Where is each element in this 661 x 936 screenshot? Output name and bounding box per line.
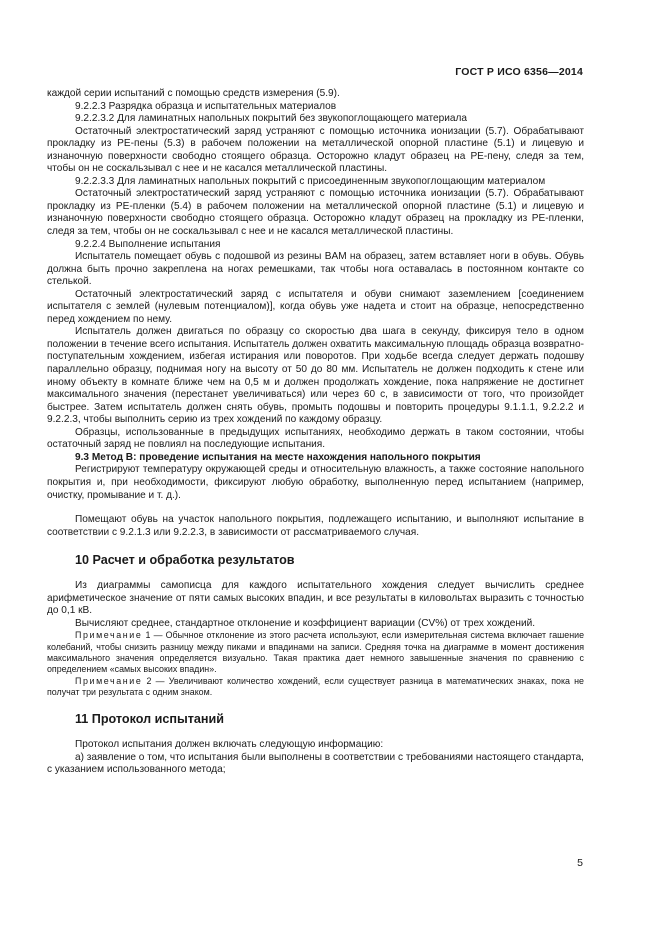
section-heading: 11 Протокол испытаний: [75, 712, 225, 727]
paragraph: Помещают обувь на участок напольного покрытия, подлежащего испытанию, и выполняют испытание в соответствии с 9.2.1.3 или 9.2.2.3, в зависимости от рассматриваемого случая.: [47, 514, 584, 538]
paragraph: Регистрируют температуру окружающей среды и относительную влажность, а также состояние напольного покрытия и, при необходимости, фиксируют любую обработку, выполненную перед испытанием (например, очистку, промывание и т. д.).: [47, 464, 584, 501]
paragraph: Испытатель помещает обувь с подошвой из резины BAM на образец, затем вставляет ноги в обувь. Обувь должна быть прочно закреплена на ногах ремешками, так чтобы нога оставалась в постоянном контакте со стелькой.: [47, 251, 584, 288]
paragraph: 9.2.2.3 Разрядка образца и испытательных материалов: [75, 100, 337, 112]
paragraph: Протокол испытания должен включать следующую информацию:: [75, 739, 384, 751]
paragraph: Остаточный электростатический заряд устраняют с помощью источника ионизации (5.7). Обрабатывают прокладку из PE-пены (5.3) в рабочем положении на металлической опорной пластине (5.1) и лицевую и изнаночную поверхности свободно стоящего образца. Осторожно кладут образец на PE-пену, следя за тем, чтобы он не соскальзывал с нее и не касался металлической пластины.: [47, 125, 584, 175]
page-body: [47, 88, 584, 777]
note-label: Примечание: [75, 675, 143, 686]
note: [47, 630, 584, 675]
page-number: 5: [577, 857, 583, 869]
paragraph: Остаточный электростатический заряд устраняют с помощью источника ионизации (5.7). Обрабатывают прокладку из PE-пленки (5.4) в рабочем положении на металлической опорной пластине (5.1) и лицевую и изнаночную поверхности свободно стоящего образца. Осторожно кладут образец на прокладку из PE-пленки, следя за тем, чтобы он не соскальзывал с нее и не касался металлической пластины.: [47, 188, 584, 238]
paragraph: Испытатель должен двигаться по образцу со скоростью два шага в секунду, фиксируя тело в одном положении в течение всего испытания. Испытатель должен охватить максимальную площадь образца возвратно-поступательным хождением, избегая истирания или поворотов. При ходьбе всегда следует держать подошву параллельно образцу, поднимая ногу на высоту от 50 до 80 мм. Испытатель не должен подходить к стене или иному объекту в комнате ближе чем на 0,5 м и должен продолжать хождение, пока напряжение не достигнет максимального значения (перестанет увеличиваться) или через 60 с, в зависимости от того, что произойдет быстрее. Затем испытатель должен снять обувь, промыть подошвы и повторить процедуры 9.1.1.1, 9.2.2.2 и 9.2.2.3, чтобы выполнить серию из трех хождений по каждому образцу.: [47, 326, 584, 426]
paragraph: Вычисляют среднее, стандартное отклонение и коэффициент вариации (CV%) от трех хождений.: [75, 617, 536, 629]
note: [47, 676, 584, 699]
paragraph: 9.2.2.3.2 Для ламинатных напольных покрытий без звукопоглощающего материала: [75, 113, 467, 125]
paragraph: каждой серии испытаний с помощью средств измерения (5.9).: [47, 88, 340, 99]
paragraph: 9.3 Метод В: проведение испытания на месте нахождения напольного покрытия: [75, 451, 481, 463]
paragraph: 9.2.2.4 Выполнение испытания: [75, 238, 221, 250]
spacer: [47, 502, 584, 514]
note-label: Примечание: [75, 630, 143, 641]
note-text: 2 — Увеличивают количество хождений, если существует разница в математических знаках, пока не получат три результата с одним знаком.: [47, 675, 584, 697]
section-heading: 10 Расчет и обработка результатов: [75, 553, 295, 568]
paragraph: 9.2.2.3.3 Для ламинатных напольных покрытий с присоединенным звукопоглощающим материалом: [75, 175, 546, 187]
paragraph: а) заявление о том, что испытания были выполнены в соответствии с требованиями настоящего стандарта, с указанием использованного метода;: [47, 751, 584, 776]
note-text: 1 — Обычное отклонение из этого расчета используют, если измерительная система включает гашение колебаний, чтобы снизить разницу между пиками и впадинами на записи. Средняя точка на диаграмме в момент достижения максимального значения определяется визуально. Такая практика дает немного завышенные значения по сравнению с определением «самых высоких впадин».: [47, 630, 584, 675]
paragraph: Из диаграммы самописца для каждого испытательного хождения следует вычислить среднее арифметическое значение от пяти самых высоких впадин, и все результаты в киловольтах выразить с точностью до 0,1 кВ.: [47, 580, 584, 617]
paragraph: Остаточный электростатический заряд с испытателя и обуви снимают заземлением [соединением испытателя с землей (нулевым потенциалом)], когда обувь уже надета и стоит на образце, непосредственно перед хождением по нему.: [47, 288, 584, 325]
paragraph: Образцы, использованные в предыдущих испытаниях, необходимо держать в таком состоянии, чтобы остаточный заряд не повлиял на последующие испытания.: [47, 426, 584, 451]
document-header: ГОСТ Р ИСО 6356—2014: [455, 66, 583, 78]
